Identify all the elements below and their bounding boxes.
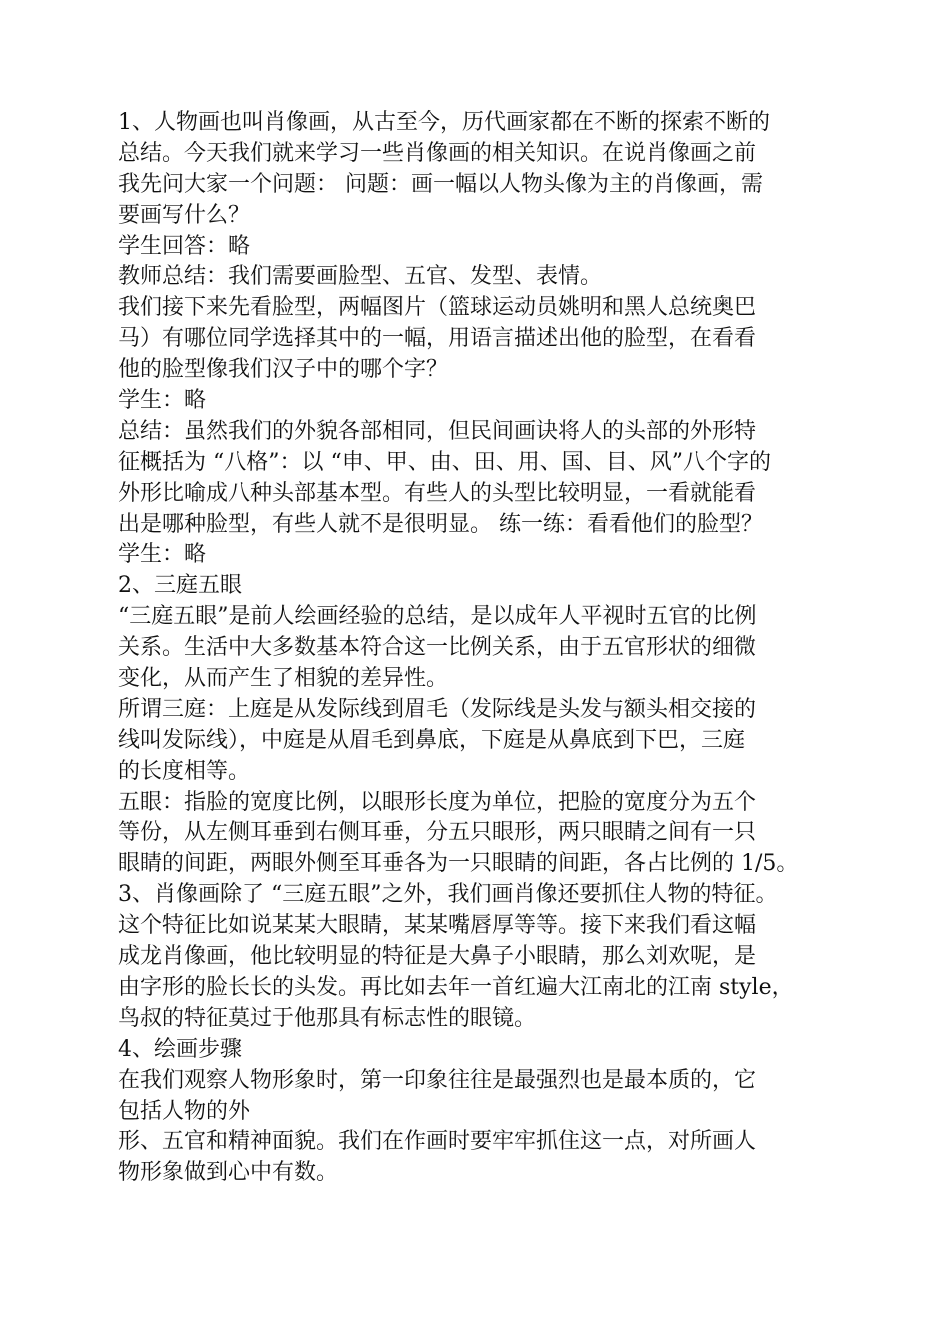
text-line: 变化，从而产生了相貌的差异性。	[118, 666, 449, 692]
text-line: 征概括为 “八格”：以 “申、甲、由、田、用、国、目、风”八个字的	[118, 449, 771, 475]
text-line: 形、五官和精神面貌。我们在作画时要牢牢抓住这一点，对所画人	[118, 1129, 757, 1155]
text-line: 等份，从左侧耳垂到右侧耳垂，分五只眼形，两只眼睛之间有一只	[118, 820, 757, 846]
text-line: 在我们观察人物形象时，第一印象往往是最强烈也是最本质的，它	[118, 1067, 757, 1093]
text-line: 这个特征比如说某某大眼睛，某某嘴唇厚等等。接下来我们看这幅	[118, 913, 757, 939]
text-line: 总结：虽然我们的外貌各部相同，但民间画诀将人的头部的外形特	[118, 418, 757, 444]
text-line: 他的脸型像我们汉子中的哪个字？	[118, 357, 449, 383]
text-line: 学生：略	[118, 542, 207, 568]
text-line: 学生回答：略	[118, 233, 251, 259]
text-line: 包括人物的外	[118, 1098, 251, 1124]
text-line: 3、肖像画除了 “三庭五眼”之外，我们画肖像还要抓住人物的特征。	[118, 882, 778, 908]
text-line: 出是哪种脸型，有些人就不是很明显。 练一练：看看他们的脸型？	[118, 511, 763, 537]
text-line: 总结。今天我们就来学习一些肖像画的相关知识。在说肖像画之前	[118, 140, 757, 166]
text-line: 成龙肖像画，他比较明显的特征是大鼻子小眼睛，那么刘欢呢，是	[118, 944, 757, 970]
text-line: 学生：略	[118, 388, 207, 414]
text-line: 所谓三庭：上庭是从发际线到眉毛（发际线是头发与额头相交接的	[118, 696, 757, 722]
text-line: 由字形的脸长长的头发。再比如去年一首红遍大江南北的江南 style，	[118, 974, 794, 1000]
text-line: 教师总结：我们需要画脸型、五官、发型、表情。	[118, 264, 603, 290]
text-line: 4、绘画步骤	[118, 1036, 242, 1062]
document-body	[118, 108, 908, 1189]
text-line: 2、三庭五眼	[118, 573, 242, 599]
text-line: 要画写什么？	[118, 202, 251, 228]
text-line: 马）有哪位同学选择其中的一幅，用语言描述出他的脸型，在看看	[118, 326, 757, 352]
text-line: 物形象做到心中有数。	[118, 1160, 339, 1186]
text-line: 线叫发际线），中庭是从眉毛到鼻底，下庭是从鼻底到下巴，三庭	[118, 727, 746, 753]
text-line: 的长度相等。	[118, 758, 251, 784]
text-line: 我先问大家一个问题： 问题：画一幅以人物头像为主的肖像画，需	[118, 171, 763, 197]
text-line: 我们接下来先看脸型，两幅图片（篮球运动员姚明和黑人总统奥巴	[118, 295, 757, 321]
text-line: 鸟叔的特征莫过于他那具有标志性的眼镜。	[118, 1005, 537, 1031]
text-line: 关系。生活中大多数基本符合这一比例关系，由于五官形状的细微	[118, 635, 757, 661]
text-line: “三庭五眼”是前人绘画经验的总结，是以成年人平视时五官的比例	[118, 604, 757, 630]
text-line: 五眼：指脸的宽度比例，以眼形长度为单位，把脸的宽度分为五个	[118, 789, 757, 815]
text-line: 外形比喻成八种头部基本型。有些人的头型比较明显，一看就能看	[118, 480, 757, 506]
text-line: 1、人物画也叫肖像画，从古至今，历代画家都在不断的探索不断的	[118, 110, 770, 135]
text-line: 眼睛的间距，两眼外侧至耳垂各为一只眼睛的间距，各占比例的 1/5。	[118, 851, 799, 877]
